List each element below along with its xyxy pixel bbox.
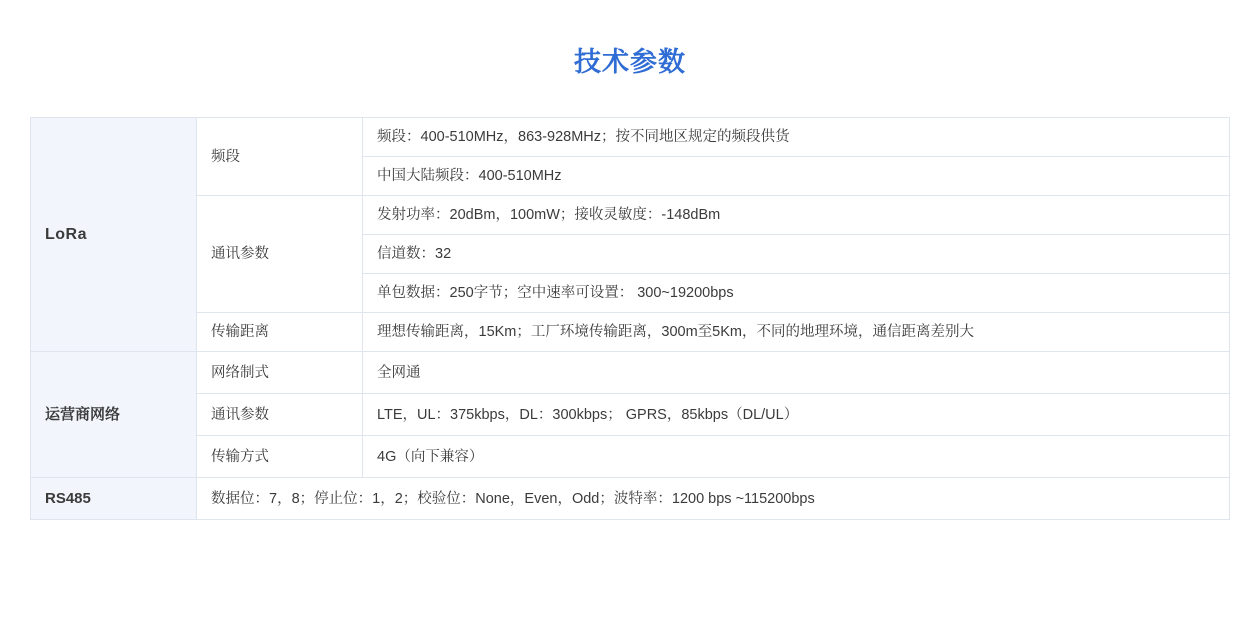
group-cell-carrier-network: 运营商网络 [31,352,197,478]
value-cell: 4G（向下兼容） [363,436,1230,478]
page-title: 技术参数 [574,47,686,77]
table-row [31,352,1230,394]
value-cell: 信道数：32 [363,235,1230,274]
group-cell-lora [31,118,197,352]
value-cell: 频段：400-510MHz，863-928MHz；按不同地区规定的频段供货 [363,118,1230,157]
table-row [31,436,1230,478]
table-row [31,118,1230,157]
sub-cell-comm-params-2: 通讯参数 [197,394,363,436]
value-cell: 数据位：7，8；停止位：1，2；校验位：None，Even，Odd；波特率：1200 bps ~115200bps [197,478,1230,520]
sub-cell-band: 频段 [197,118,363,196]
table-row [31,478,1230,520]
value-cell: 发射功率：20dBm，100mW；接收灵敏度：-148dBm [363,196,1230,235]
value-cell: 单包数据：250字节；空中速率可设置： 300~19200bps [363,274,1230,313]
table-row [31,313,1230,352]
spec-table-container [30,117,1230,520]
value-cell: 中国大陆频段：400-510MHz [363,157,1230,196]
spec-table [30,117,1230,520]
sub-cell-range: 传输距离 [197,313,363,352]
value-cell: 理想传输距离，15Km；工厂环境传输距离，300m至5Km，不同的地理环境，通信距离差别大 [363,313,1230,352]
group-cell-rs485: RS485 [31,478,197,520]
sub-cell-network-standard: 网络制式 [197,352,363,394]
group-label: LoRa [45,225,87,243]
table-row [31,394,1230,436]
table-row [31,196,1230,235]
value-cell: 全网通 [363,352,1230,394]
sub-cell-transmission-mode: 传输方式 [197,436,363,478]
value-cell: LTE，UL：375kbps，DL：300kbps； GPRS，85kbps（DL/UL） [363,394,1230,436]
spec-page [0,42,1260,623]
sub-cell-comm-params: 通讯参数 [197,196,363,313]
